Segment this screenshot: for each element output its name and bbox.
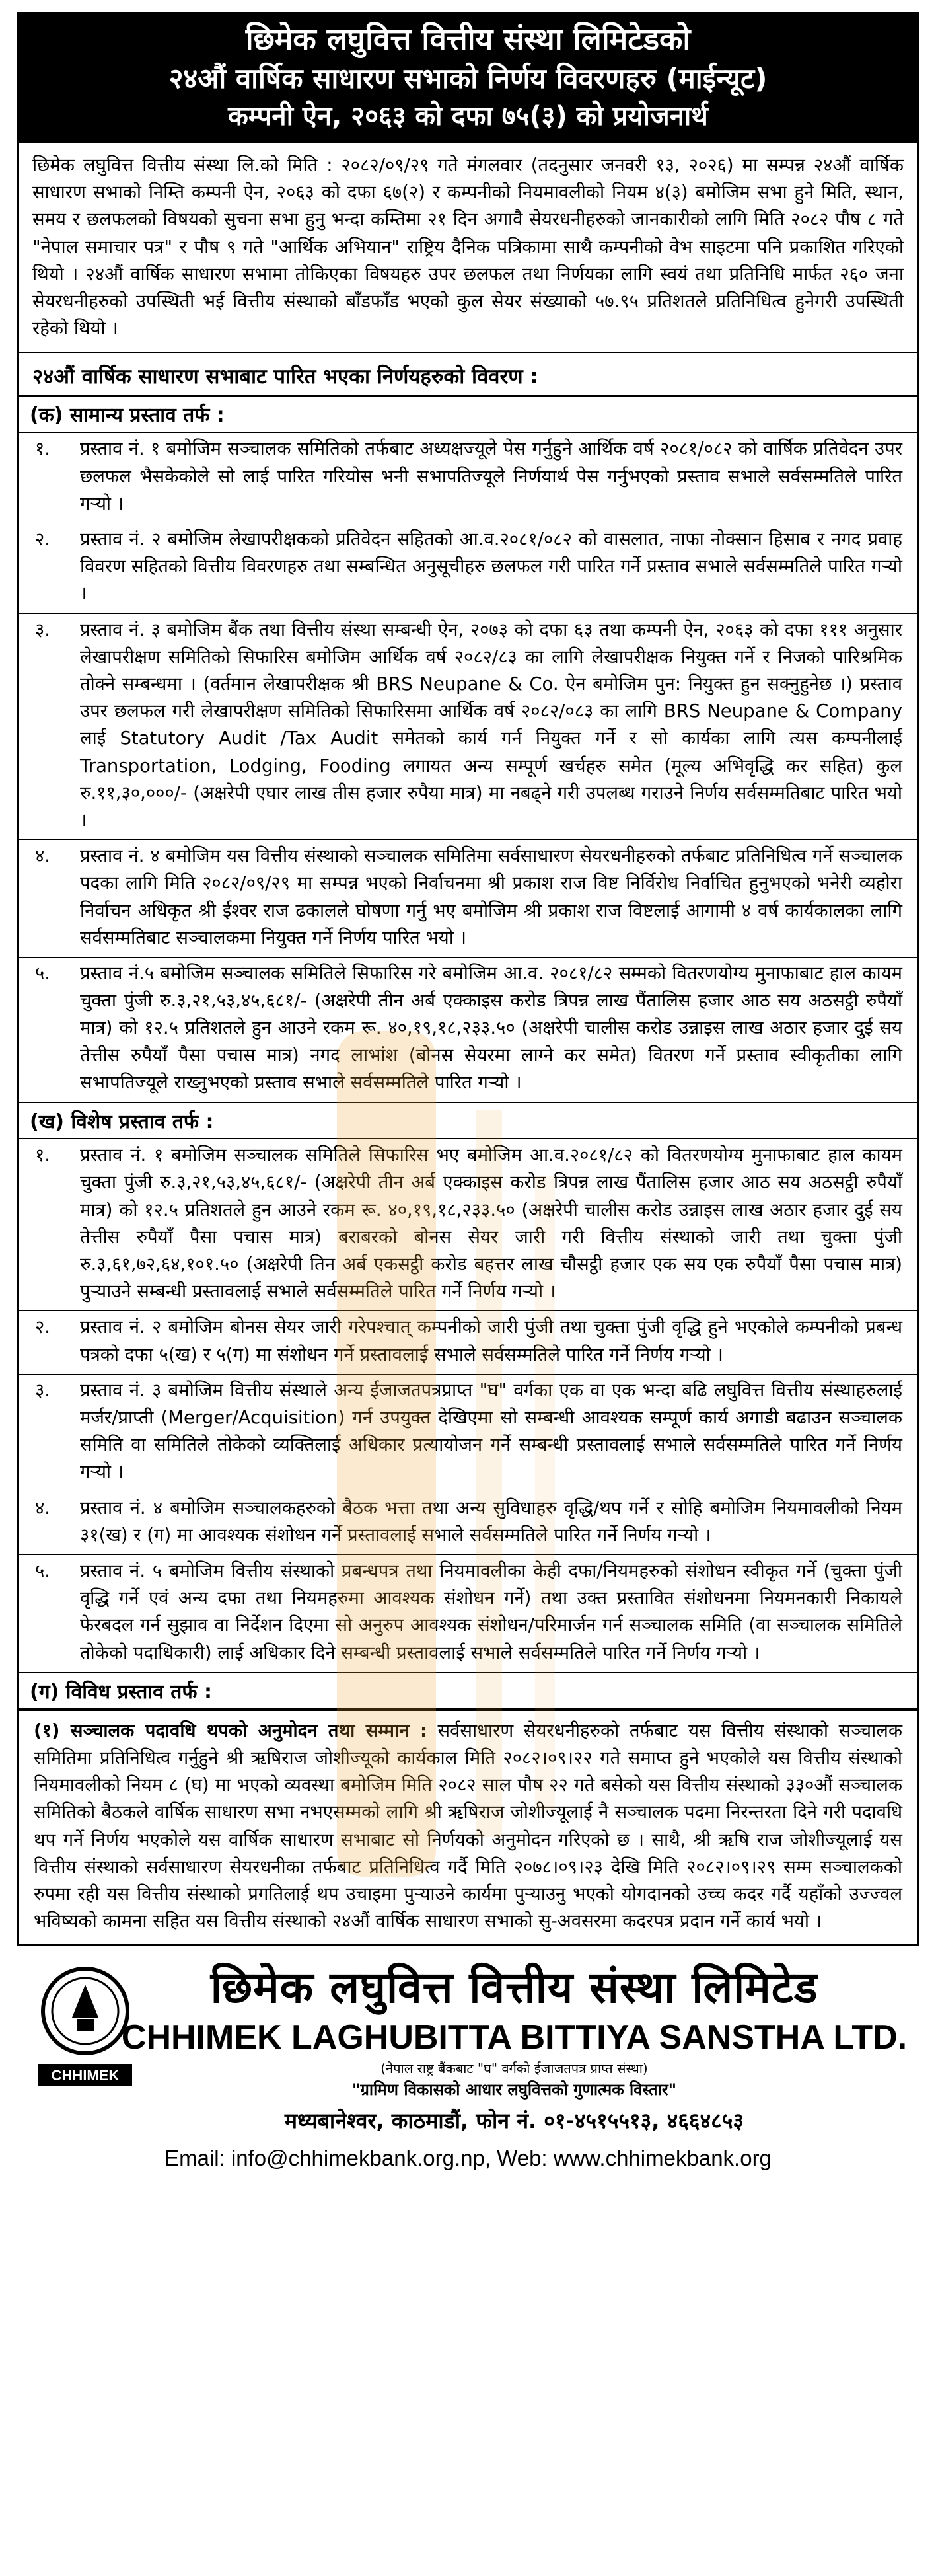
summary-heading: २४औं वार्षिक साधारण सभाबाट पारित भएका निर्णयहरुको विवरण : bbox=[32, 365, 538, 389]
item-number: ५. bbox=[35, 1560, 51, 1581]
item-text: प्रस्ताव नं. ४ बमोजिम सञ्चालकहरुको बैठक भत्ता तथा अन्य सुविधाहरु वृद्धि/थप गर्ने र सोहि बमोजिम नियमावलीको नियम ३१(ख) र (ग) मा आवश्यक संशोधन गर्ने प्रस्तावलाई सभाले सर्वसम्मतिले पारित गर्ने निर्णय गऱ्यो । bbox=[80, 1497, 902, 1546]
item-number: ३. bbox=[35, 619, 51, 640]
title-line-1: छिमेक लघुवित्त वित्तीय संस्था लिमिटेडको bbox=[245, 21, 691, 57]
list-item bbox=[19, 1555, 917, 1672]
title-line-2: २४औं वार्षिक साधारण सभाको निर्णय विवरणहरु (माईन्यूट) bbox=[168, 62, 768, 95]
item-number: २. bbox=[35, 1316, 51, 1338]
item-text: प्रस्ताव नं. ३ बमोजिम वित्तीय संस्थाले अन्य ईजाजतपत्रप्राप्त "घ" वर्गका एक वा एक भन्दा बढि लघुवित्त वित्तीय संस्थाहरुलाई मर्जर/प्राप्ती (Merger/Acquisition) गर्न उपयुक्त देखिएमा सो सम्बन्धी आवश्यक सम्पूर्ण कार्य अगाडी बढाउन सञ्चालक समिति वा समितिले तोकेको व्यक्तिलाई अधिकार प्रत्यायोजन गर्ने सम्बन्धी प्रस्तावलाई सभाले सर्वसम्मतिले पारित गर्ने निर्णय गऱ्यो । bbox=[80, 1379, 902, 1483]
list-item bbox=[19, 1311, 917, 1374]
company-logo-icon bbox=[36, 1965, 135, 2090]
item-text: प्रस्ताव नं. ५ बमोजिम वित्तीय संस्थाको प्रबन्धपत्र तथा नियमावलीका केही दफा/नियमहरुको संशोधन स्वीकृत गर्ने (चुक्ता पुंजी वृद्धि गर्ने एवं अन्य दफा तथा नियमहरुमा आवश्यक संशोधन गर्ने) तथा उक्त प्रस्तावित संशोधनमा नियमनकारी निकायले फेरबदल गर्न सुझाव वा निर्देशन दिएमा सो अनुरुप आवश्यक संशोधन/परिमार्जन गर्न सञ्चालक समिति (वा सञ्चालक समितिले तोकेको पदाधिकारी) लाई अधिकार दिने सम्बन्धी प्रस्तावलाई सभाले सर्वसम्मतिले पारित गर्ने निर्णय गऱ्यो । bbox=[80, 1560, 902, 1663]
misc-section-heading: (ग) विविध प्रस्ताव तर्फ : bbox=[19, 1672, 917, 1710]
item-number: १. bbox=[35, 1145, 51, 1166]
item-text: प्रस्ताव नं. ३ बमोजिम बैंक तथा वित्तीय संस्था सम्बन्धी ऐन, २०७३ को दफा ६३ तथा कम्पनी ऐन, २०६३ को दफा १११ अनुसार लेखापरीक्षण समितिको सिफारिस बमोजिम आर्थिक वर्ष २०८२/८३ का लागि लेखापरीक्षक नियुक्त गर्ने र निजको पारिश्रमिक तोक्ने सम्बन्धमा । (वर्तमान लेखापरीक्षक श्री BRS Neupane & Co. ऐन बमोजिम पुन: नियुक्त हुन सक्नुहुनेछ ।) प्रस्ताव उपर छलफल गरी लेखापरीक्षण समितिको सिफारिसमा आर्थिक वर्ष २०८२/०८३ का लागि BRS Neupane & Company लाई Statutory Audit /Tax Audit समेतको कार्य गर्न नियुक्त गर्ने र सो कार्यका लागि त्यस कम्पनीलाई Transportation, Lodging, Fooding लगायत अन्य सम्पूर्ण खर्चहरु समेत (मूल्य अभिवृद्धि कर सहित) कुल रु.११,३०,०००/- (अक्षरेपी एघार लाख तीस हजार रुपैया मात्र) मा नबढ्ने गरी उपलब्ध गराउने निर्णय सर्वसम्मतिबाट पारित भयो । bbox=[80, 619, 902, 831]
misc-text: सर्वसाधारण सेयरधनीहरुको तर्फबाट यस वित्तीय संस्थाको सञ्चालक समितिमा प्रतिनिधित्व गर्नुहुने श्री ऋषिराज जोशीज्यूको कार्यकाल मिति २०८२।०९।२२ गते समाप्त हुने भएकोले यस वित्तीय संस्थाको नियमावलीको नियम ८ (घ) मा भएको व्यवस्था बमोजिम मिति २०८२ साल पौष २२ गते बसेको यस वित्तीय संस्थाको ३३०औं सञ्चालक समितिको बैठकले वार्षिक साधारण सभा नभएसम्मको लागि श्री ऋषिराज जोशीज्यूलाई नै सञ्चालक पदमा निरन्तरता दिने गरी पदावधि थप गर्ने निर्णय भएकोले यस वार्षिक साधारण सभाबाट सो निर्णयको अनुमोदन गरिएको छ । साथै, श्री ऋषि राज जोशीज्यूलाई यस वित्तीय संस्थाको सर्वसाधारण सेयरधनीका तर्फबाट प्रतिनिधित्व गर्दै मिति २०७८।०९।२३ देखि मिति २०८२।०९।२९ सम्म सञ्चालकको रुपमा रही यस वित्तीय संस्थाको प्रगतिलाई थप उचाइमा पुऱ्याउने कार्यमा पुऱ्याउनु भएको योगदानको उच्च कदर गर्दै यहाँको उज्ज्वल भविष्यको कामना सहित यस वित्तीय संस्थाको २४औं वार्षिक साधारण सभाको सु-अवसरमा कदरपत्र प्रदान गर्ने कार्य भयो । bbox=[34, 1720, 902, 1932]
license-note: (नेपाल राष्ट्र बैंकबाट "घ" वर्गको ईजाजतपत्र प्राप्त संस्था) bbox=[380, 2061, 648, 2077]
intro-paragraph: छिमेक लघुवित्त वित्तीय संस्था लि.को मिति : २०८२/०९/२९ गते मंगलवार (तदनुसार जनवरी १३, २०२६) मा सम्पन्न २४औं वार्षिक साधारण सभाको निम्ति कम्पनी ऐन, २०६३ को दफा ६७(२) र कम्पनीको नियमावलीको नियम ४(३) बमोजिम सभा हुने मिति, स्थान, समय र छलफलको विषयको सुचना सभा हुनु भन्दा कम्तिमा २१ दिन अगावै सेयरधनीहरुको जानकारीको लागि मिति २०८२ पौष ८ गते "नेपाल समाचार पत्र" र पौष ९ गते "आर्थिक अभियान" राष्ट्रिय दैनिक पत्रिकामा साथै कम्पनीको वेभ साइटमा पनि प्रकाशित गरिएको थियो । २४औं वार्षिक साधारण सभामा तोकिएका विषयहरु उपर छलफल तथा निर्णयका लागि स्वयं तथा प्रतिनिधि मार्फत २६० जना सेयरधनीहरुको उपस्थिती भई वित्तीय संस्थाको बाँडफाँड भएको कुल सेयर संख्याको ५७.९५ प्रतिशतले प्रतिनिधित्व हुनेगरी उपस्थिती रहेको थियो । bbox=[19, 143, 917, 353]
special-items bbox=[19, 1139, 917, 1672]
logo-text: CHHIMEK bbox=[51, 2067, 120, 2084]
item-text: प्रस्ताव नं. २ बमोजिम बोनस सेयर जारी गरेपश्चात् कम्पनीको जारी पुंजी तथा चुक्ता पुंजी वृद्धि हुने भएकोले कम्पनीको प्रबन्ध पत्रको दफा ५(ख) र ५(ग) मा संशोधन गर्ने प्रस्तावलाई सभाले सर्वसम्मतिले पारित गर्ने निर्णय गऱ्यो । bbox=[80, 1316, 902, 1365]
slogan: "ग्रामिण विकासको आधार लघुवित्तको गुणात्मक विस्तार" bbox=[351, 2080, 677, 2100]
item-number: ४. bbox=[35, 845, 51, 867]
general-section-heading: (क) सामान्य प्रस्ताव तर्फ : bbox=[19, 395, 917, 433]
list-item bbox=[19, 1139, 917, 1311]
item-text: प्रस्ताव नं. २ बमोजिम लेखापरीक्षकको प्रतिवेदन सहितको आ.व.२०८१/०८२ को वासलात, नाफा नोक्सान हिसाब र नगद प्रवाह विवरण सहितको वित्तीय विवरणहरु तथा सम्बन्धित अनुसूचीहरु छलफल गरी पारित गर्ने प्रस्ताव सभाले सर्वसम्मतिले पारित गऱ्यो । bbox=[80, 529, 902, 605]
address: मध्यबानेश्वर, काठमाडौं, फोन नं. ०१-४५१५५१३, ४६६४८५३ bbox=[284, 2108, 744, 2134]
item-text: प्रस्ताव नं. ४ बमोजिम यस वित्तीय संस्थाको सञ्चालक समितिमा सर्वसाधारण सेयरधनीहरुको तर्फबाट प्रतिनिधित्व गर्ने सञ्चालक पदका लागि मिति २०८२/०९/२९ मा सम्पन्न भएको निर्वाचनमा श्री प्रकाश राज विष्ट निर्विरोध निर्वाचित हुनुभएको भनेरी व्यहोरा निर्वाचन अधिकृत श्री ईश्वर राज ढकालले घोषणा गर्नु भए बमोजिम श्री प्रकाश राज विष्टलाई आगामी ४ वर्ष कार्यकालका लागि सर्वसम्मतिबाट सञ्चालकमा नियुक्त गर्ने निर्णय पारित भयो । bbox=[80, 845, 902, 948]
notice-body bbox=[17, 143, 919, 1946]
list-item bbox=[19, 523, 917, 614]
special-section-heading: (ख) विशेष प्रस्ताव तर्फ : bbox=[19, 1102, 917, 1139]
list-item bbox=[19, 958, 917, 1102]
misc-subheading: (१) सञ्चालक पदावधि थपको अनुमोदन तथा सम्मान : bbox=[34, 1720, 427, 1741]
item-number: २. bbox=[35, 529, 51, 550]
list-item bbox=[19, 1492, 917, 1555]
item-text: प्रस्ताव नं.५ बमोजिम सञ्चालक समितिले सिफारिस गरे बमोजिम आ.व. २०८१/८२ सम्मको वितरणयोग्य मुनाफाबाट हाल कायम चुक्ता पुंजी रु.३,२१,५३,४५,६८१/- (अक्षरेपी तीन अर्ब एक्काइस करोड त्रिपन्न लाख पैंतालिस हजार आठ सय अठसट्ठी रुपैयाँ मात्र) को १२.५ प्रतिशतले हुन आउने रकम रू. ४०,१९,१८,२३३.५० (अक्षरेपी चालीस करोड उन्नाइस लाख अठार हजार दुई सय तेत्तीस रुपैयाँ पैसा पचास मात्र) नगद लाभांश (बोनस सेयरमा लाग्ने कर समेत) वितरण गर्ने प्रस्ताव स्वीकृतीका लागि सभापतिज्यूले राख्नुभएको प्रस्ताव सभाले सर्वसम्मतिले पारित गऱ्यो । bbox=[80, 963, 902, 1093]
title-box bbox=[17, 12, 919, 143]
general-items bbox=[19, 433, 917, 1102]
item-number: ५. bbox=[35, 963, 51, 985]
item-text: प्रस्ताव नं. १ बमोजिम सञ्चालक समितिको तर्फबाट अध्यक्षज्यूले पेस गर्नुहुने आर्थिक वर्ष २०८१/०८२ को वार्षिक प्रतिवेदन उपर छलफल भैसकेकोले सो लाई पारित गरियोस भनी सभापतिज्यूले निर्णयार्थ पेस गर्नुभएको प्रस्ताव सभाले सर्वसम्मतिले पारित गऱ्यो । bbox=[80, 438, 902, 514]
list-item bbox=[19, 433, 917, 523]
title-line-3: कम्पनी ऐन, २०६३ को दफा ७५(३) को प्रयोजनार्थ bbox=[228, 101, 708, 132]
list-item bbox=[19, 1375, 917, 1492]
company-name-nepali: छिमेक लघुवित्त वित्तीय संस्था लिमिटेड bbox=[210, 1962, 818, 2014]
list-item bbox=[19, 614, 917, 841]
item-text: प्रस्ताव नं. १ बमोजिम सञ्चालक समितिले सिफारिस भए बमोजिम आ.व.२०८१/८२ को वितरणयोग्य मुनाफाबाट हाल कायम चुक्ता पुंजी रु.३,२१,५३,४५,६८१/- (अक्षरेपी तीन अर्ब एक्काइस करोड त्रिपन्न लाख पैंतालिस हजार आठ सय अठसट्ठी रुपैयाँ मात्र) को १२.५ प्रतिशतले हुन आउने रकम रू. ४०,१९,१८,२३३.५० (अक्षरेपी चालीस करोड उन्नाइस लाख अठार हजार दुई सय तेत्तीस रुपैयाँ पैसा पचास मात्र) बराबरको बोनस सेयर जारी गरी वित्तीय संस्थाको जारी तथा चुक्ता पुंजी रु.३,६१,७२,६४,१०१.५० (अक्षरेपी तिन अर्ब एकसट्ठी करोड बहत्तर लाख चौसट्ठी हजार एक सय एक रुपैयाँ पैसा पचास मात्र) पुऱ्याउने सम्बन्धी प्रस्तावलाई सभाले सर्वसम्मतिले पारित गर्ने निर्णय गऱ्यो । bbox=[80, 1145, 902, 1303]
company-name-english: CHHIMEK LAGHUBITTA BITTIYA SANSTHA LTD. bbox=[121, 2018, 908, 2057]
misc-paragraph bbox=[19, 1710, 917, 1945]
list-item bbox=[19, 840, 917, 958]
item-number: ३. bbox=[35, 1379, 51, 1401]
contact-line[interactable]: Email: info@chhimekbank.org.np, Web: www.chhimekbank.org bbox=[164, 2146, 772, 2171]
item-number: १. bbox=[35, 438, 51, 460]
footer bbox=[17, 1959, 919, 2175]
item-number: ४. bbox=[35, 1497, 51, 1519]
